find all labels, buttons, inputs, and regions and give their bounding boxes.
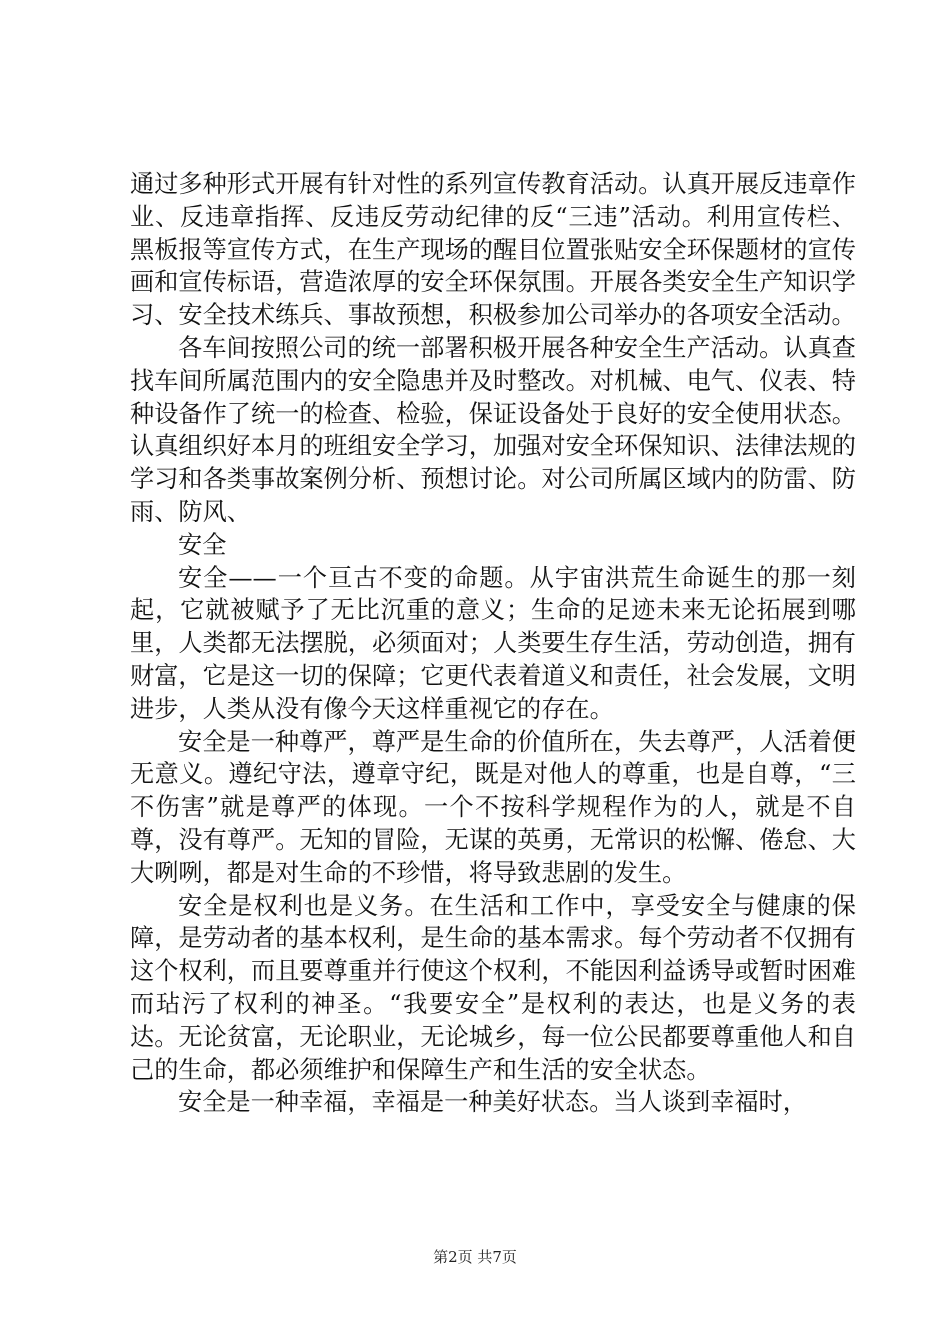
paragraph-safety-dignity: 安全是一种尊严，尊严是生命的价值所在，失去尊严，人活着便无意义。遵纪守法，遵章守纪，既是对他人的尊重，也是自尊，“三不伤害”就是尊严的体现。一个不按科学规程作为的人，就是不自尊，没有尊严。无知的冒险，无谋的英勇，无常识的松懈、倦怠、大大咧咧，都是对生命的不珍惜，将导致悲剧的发生。: [130, 727, 856, 887]
paragraph-workshop-activities: 各车间按照公司的统一部署积极开展各种安全生产活动。认真查找车间所属范围内的安全隐患并及时整改。对机械、电气、仪表、特种设备作了统一的检查、检验，保证设备处于良好的安全使用状态。认真组织好本月的班组安全学习，加强对安全环保知识、法律法规的学习和各类事故案例分析、预想讨论。对公司所属区域内的防雷、防雨、防风、: [130, 333, 856, 526]
paragraph-publicity-activities: 通过多种形式开展有针对性的系列宣传教育活动。认真开展反违章作业、反违章指挥、反违反劳动纪律的反“三违”活动。利用宣传栏、黑板报等宣传方式，在生产现场的醒目位置张贴安全环保题材的宣传画和宣传标语，营造浓厚的安全环保氛围。开展各类安全生产知识学习、安全技术练兵、事故预想，积极参加公司举办的各项安全活动。: [130, 170, 856, 330]
page-number-footer: 第2页 共7页: [433, 1248, 517, 1266]
paragraph-safety-proposition: 安全——一个亘古不变的命题。从宇宙洪荒生命诞生的那一刻起，它就被赋予了无比沉重的意义；生命的足迹未来无论拓展到哪里，人类都无法摆脱，必须面对；人类要生存生活，劳动创造，拥有财富，它是这一切的保障；它更代表着道义和责任，社会发展，文明进步，人类从没有像今天这样重视它的存在。: [130, 563, 856, 723]
paragraph-safety-happiness: 安全是一种幸福，幸福是一种美好状态。当人谈到幸福时，: [178, 1088, 807, 1117]
section-heading-safety: 安全: [178, 530, 227, 559]
paragraph-safety-rights-duties: 安全是权利也是义务。在生活和工作中，享受安全与健康的保障，是劳动者的基本权利，是生命的基本需求。每个劳动者不仅拥有这个权利，而且要尊重并行使这个权利，不能因利益诱导或暂时困难而玷污了权利的神圣。“我要安全”是权利的表达，也是义务的表达。无论贫富，无论职业，无论城乡，每一位公民都要尊重他人和自己的生命，都必须维护和保障生产和生活的安全状态。: [130, 891, 856, 1084]
document-body: [130, 168, 856, 1119]
